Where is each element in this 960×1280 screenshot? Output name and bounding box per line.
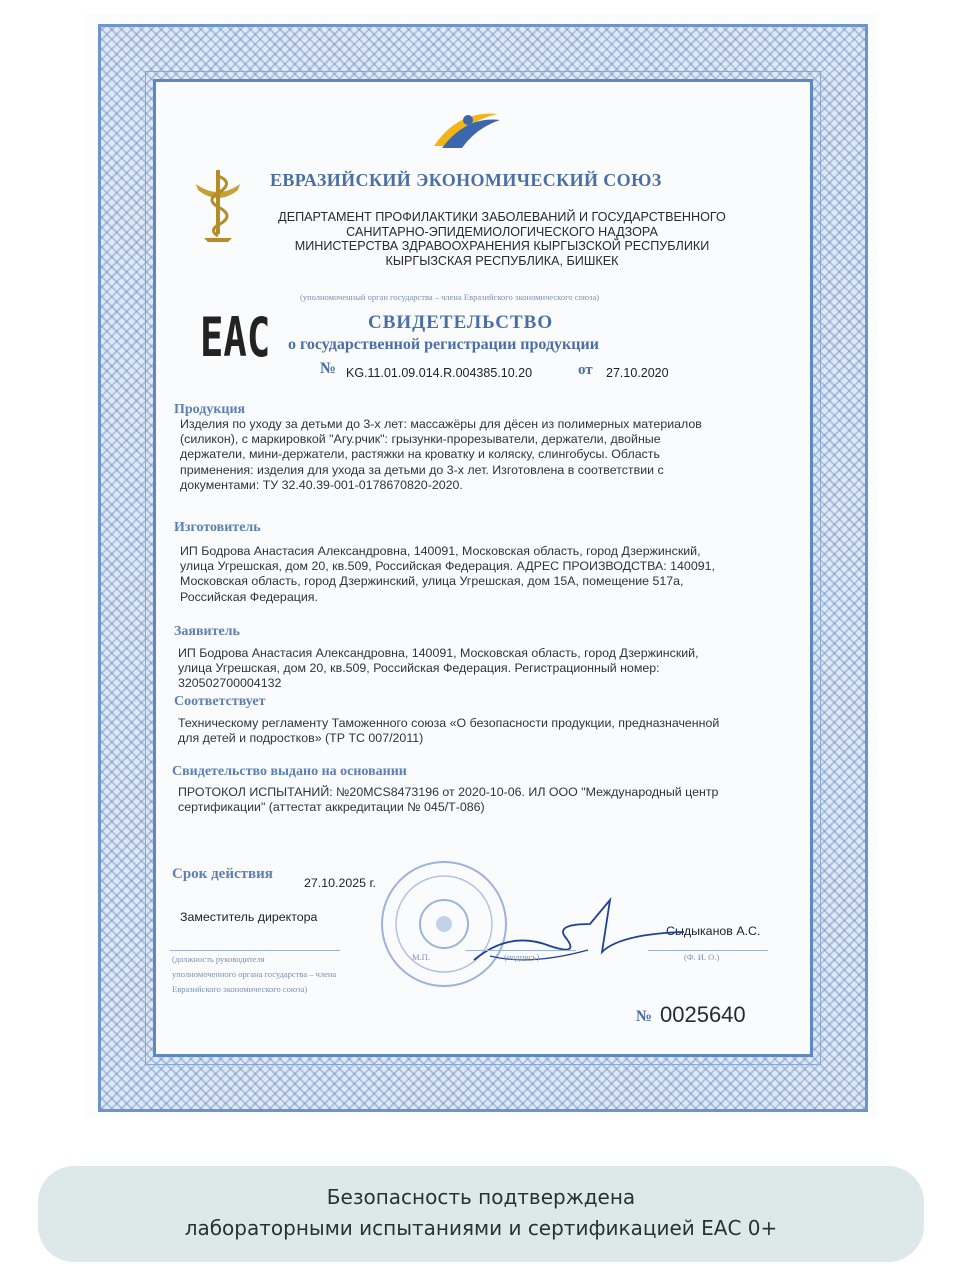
text-line: (силикон), с маркировкой "Агу.рчик": грызунки-прорезыватели, держатели, двойные: [180, 432, 661, 447]
conforms-text: [178, 716, 719, 746]
number-label: №: [320, 360, 337, 377]
validity-date: 27.10.2025 г.: [304, 876, 376, 890]
mp-caption: М.П.: [412, 952, 430, 962]
date-label: от: [578, 362, 593, 378]
serial-label: №: [636, 1008, 653, 1025]
basis-header: Свидетельство выдано на основании: [172, 764, 407, 779]
caption-rule: [648, 950, 768, 951]
applicant-header: Заявитель: [174, 624, 240, 639]
signer-name: Сыдыканов А.С.: [666, 924, 761, 938]
text-line: ПРОТОКОЛ ИСПЫТАНИЙ: №20MCS8473196 от 2020-10-06. ИЛ ООО "Международный центр: [178, 785, 719, 799]
text-line: 320502700004132: [178, 676, 282, 691]
sign-caption: (подпись): [504, 952, 540, 962]
fio-caption: (Ф. И. О.): [684, 952, 720, 962]
caption-line: уполномоченного органа государства – члена: [172, 969, 337, 979]
department-line: САНИТАРНО-ЭПИДЕМИОЛОГИЧЕСКОГО НАДЗОРА: [346, 224, 658, 239]
product-header: Продукция: [174, 402, 246, 417]
certificate-number: KG.11.01.09.014.R.004385.10.20: [346, 366, 533, 380]
department-line: МИНИСТЕРСТВА ЗДРАВООХРАНЕНИЯ КЫРГЫЗСКОЙ РЕСПУБЛИКИ: [294, 239, 710, 254]
serial-number: 0025640: [660, 1002, 746, 1027]
eaeu-logo-icon: [428, 106, 502, 154]
signer-position: Заместитель директора: [180, 910, 318, 924]
text-line: Российская Федерация.: [180, 589, 318, 604]
department-line: КЫРГЫЗСКАЯ РЕСПУБЛИКА, БИШКЕК: [385, 253, 619, 268]
certificate-date: 27.10.2020: [606, 366, 669, 380]
position-caption: [172, 952, 336, 997]
caption-line: (должность руководителя: [172, 954, 265, 964]
caption-rule: [170, 950, 340, 951]
certificate-subtitle: о государственной регистрации продукции: [288, 336, 599, 353]
manufacturer-header: Изготовитель: [174, 520, 261, 535]
manufacturer-text: [180, 544, 715, 605]
department-block: [230, 210, 774, 268]
text-line: ИП Бодрова Анастасия Александровна, 140091, Московская область, город Дзержинский,: [178, 646, 699, 660]
caption-rule: [466, 950, 576, 951]
text-line: для детей и подростков» (ТР ТС 007/2011): [178, 731, 424, 746]
basis-text: [178, 785, 718, 815]
certificate-document: [84, 14, 878, 1118]
conforms-header: Соответствует: [174, 694, 266, 709]
text-line: ИП Бодрова Анастасия Александровна, 140091, Московская область, город Дзержинский,: [180, 544, 701, 558]
validity-label: Срок действия: [172, 866, 273, 882]
text-line: улица Угрешская, дом 20, кв.509, Российская Федерация. Регистрационный номер:: [178, 661, 660, 676]
text-line: применения: изделия для ухода за детьми до 3-х лет. Изготовлена в соответствии с: [180, 462, 664, 477]
info-banner: [38, 1166, 924, 1262]
text-line: улица Угрешская, дом 20, кв.509, Российская Федерация. АДРЕС ПРОИЗВОДСТВА: 140091,: [180, 559, 715, 574]
department-line: ДЕПАРТАМЕНТ ПРОФИЛАКТИКИ ЗАБОЛЕВАНИЙ И ГОСУДАРСТВЕННОГО: [278, 210, 726, 224]
certificate-title: СВИДЕТЕЛЬСТВО: [368, 312, 554, 333]
text-line: документами: ТУ 32.40.39-001-0178670820-2020.: [180, 477, 463, 492]
product-text: [180, 417, 702, 493]
text-line: сертификации" (аттестат аккредитации № 045/Т-086): [178, 800, 485, 815]
text-line: Техническому регламенту Таможенного союза «О безопасности продукции, предназначенной: [178, 716, 720, 730]
banner-line: лабораторными испытаниями и сертификацией ЕАС 0+: [184, 1216, 778, 1240]
text-line: держатели, мини-держатели, растяжки на кроватку и коляску, слингобусы. Область: [180, 447, 660, 462]
caption-line: Евразийского экономического союза): [172, 984, 308, 994]
signature-icon: [470, 894, 690, 972]
banner-line: Безопасность подтверждена: [326, 1185, 636, 1209]
applicant-text: [178, 646, 699, 692]
union-title: ЕВРАЗИЙСКИЙ ЭКОНОМИЧЕСКИЙ СОЮЗ: [270, 170, 662, 190]
text-line: Изделия по уходу за детьми до 3-х лет: массажёры для дёсен из полимерных материалов: [180, 417, 702, 431]
eac-mark: ЕАС: [200, 306, 271, 369]
text-line: Московская область, город Дзержинский, улица Угрешская, дом 15А, помещение 517а,: [180, 574, 684, 589]
authority-caption: (уполномоченный орган государства – члена Евразийского экономического союза): [300, 292, 600, 302]
